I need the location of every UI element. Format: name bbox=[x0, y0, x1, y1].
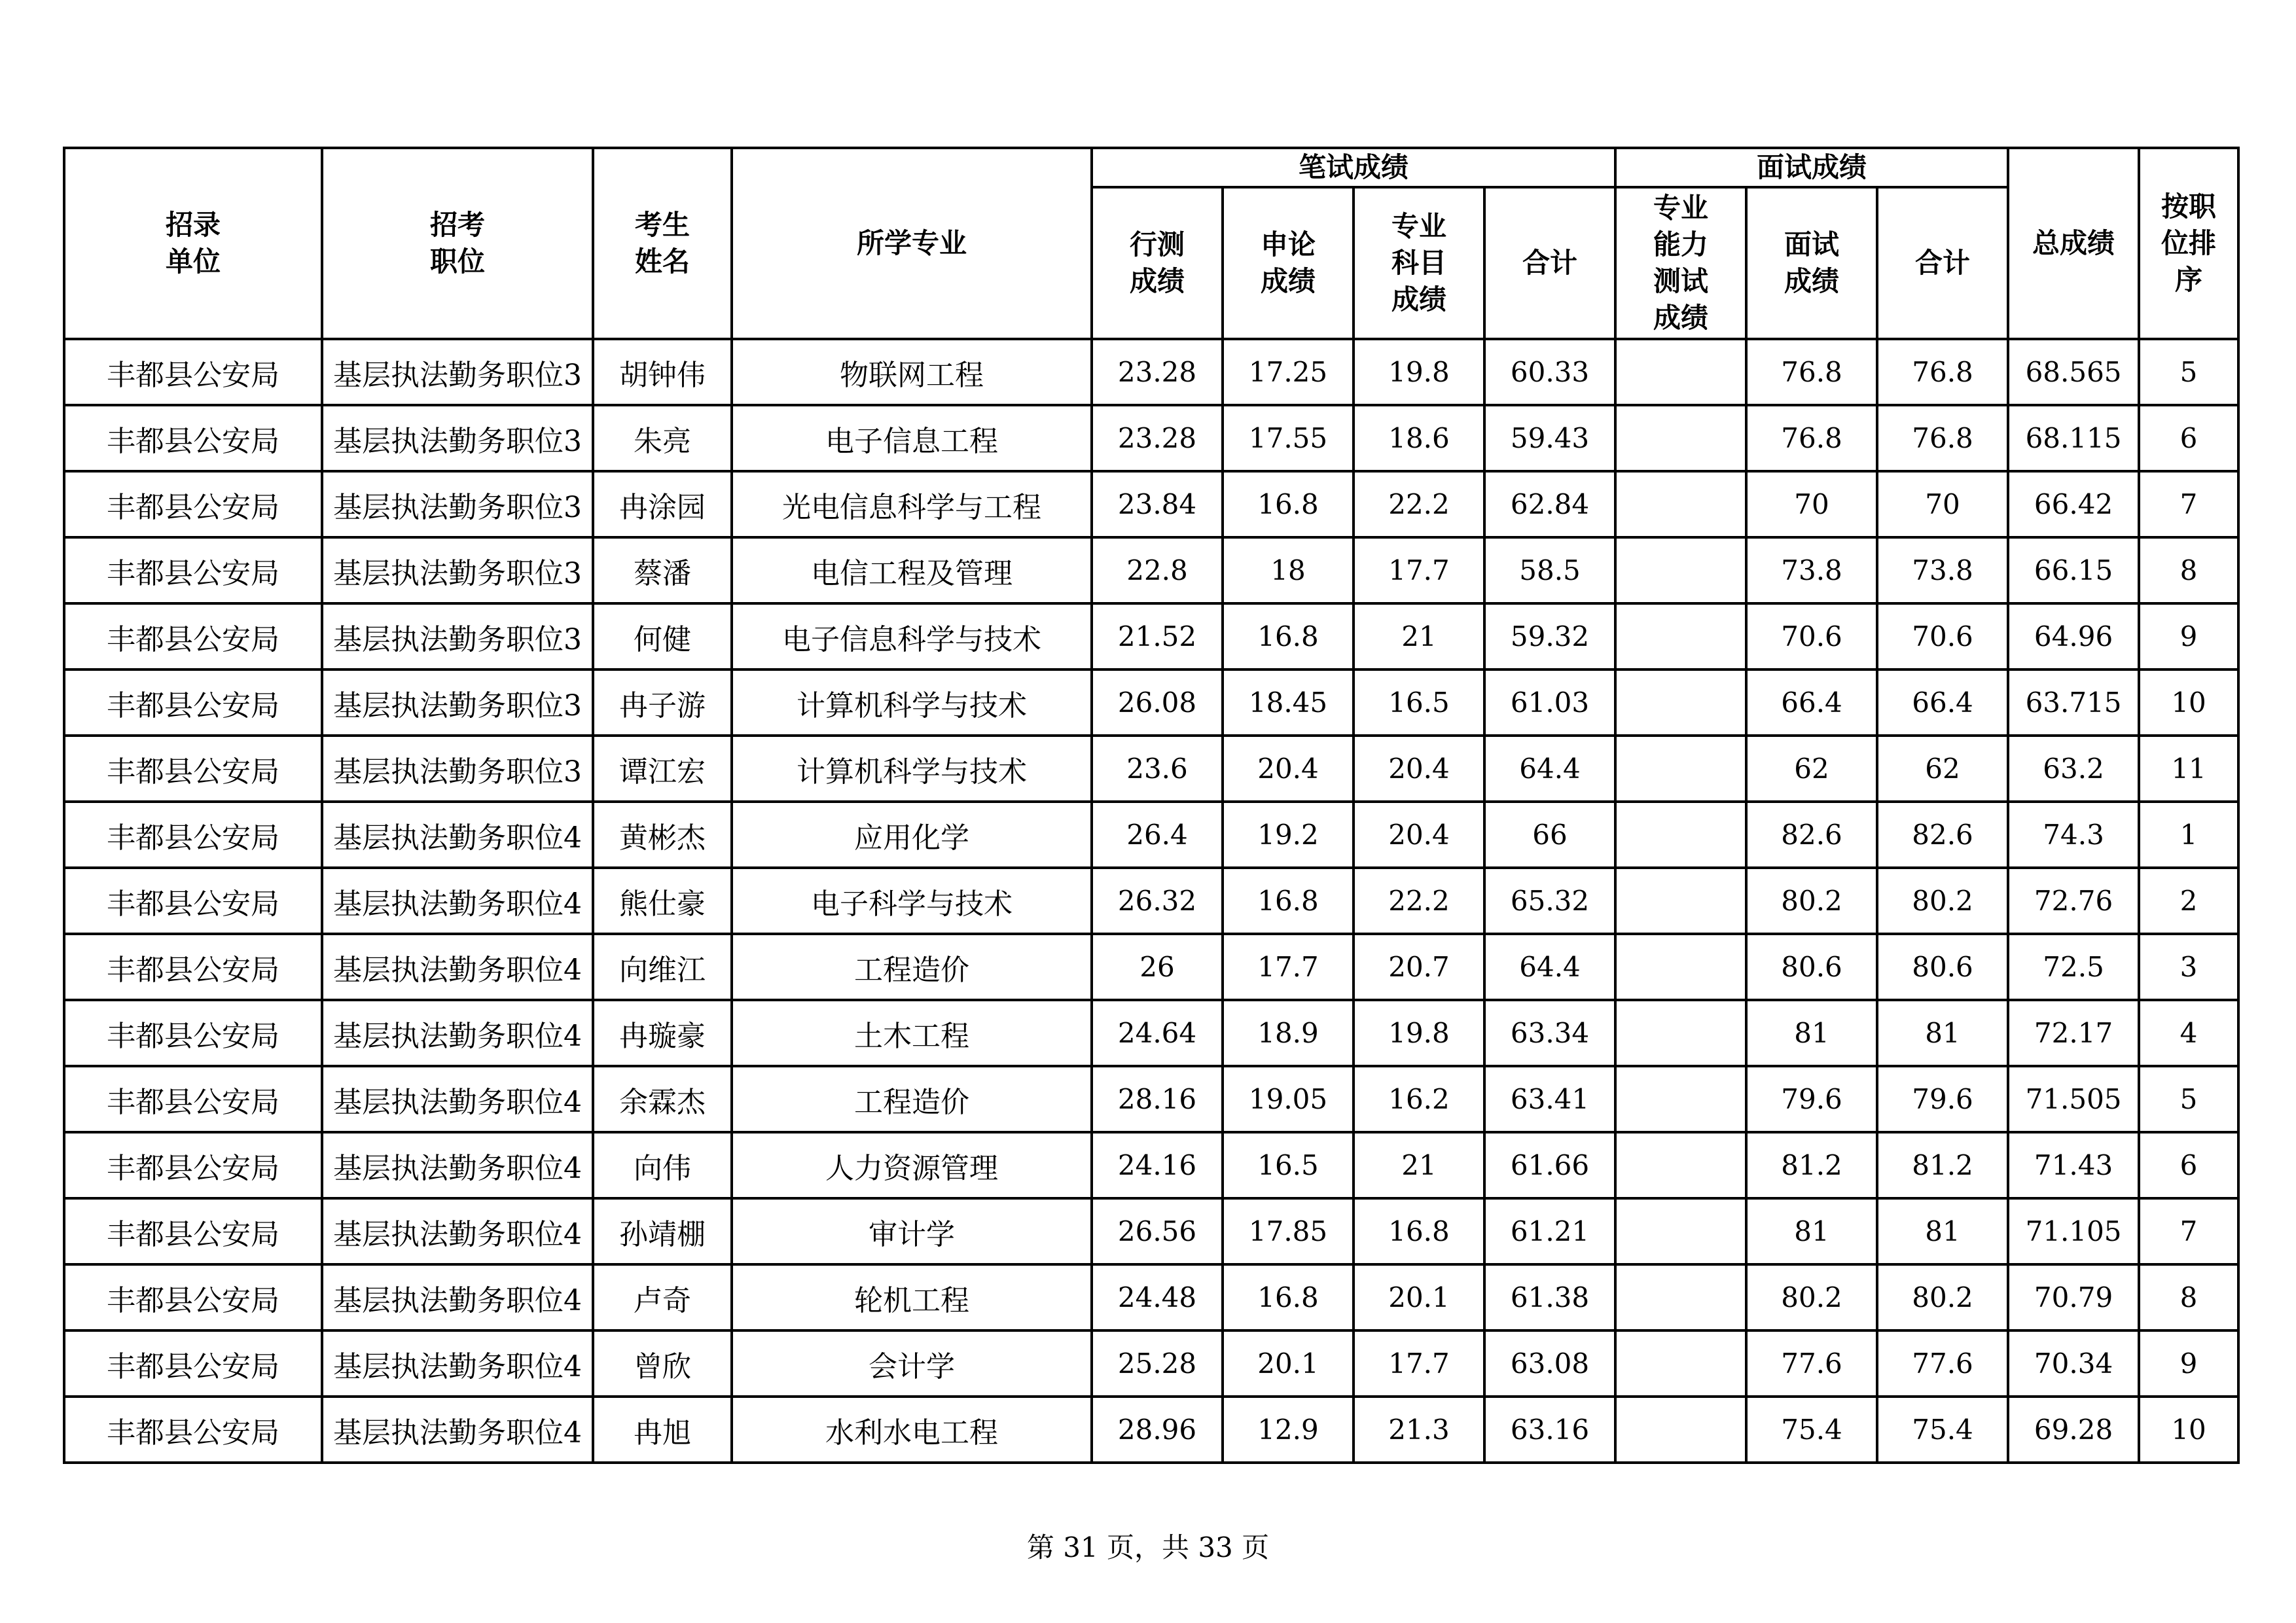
cell-total: 72.76 bbox=[2008, 868, 2139, 934]
cell-written-total: 64.4 bbox=[1484, 736, 1615, 802]
cell-unit: 丰都县公安局 bbox=[64, 471, 322, 537]
cell-unit: 丰都县公安局 bbox=[64, 537, 322, 603]
cell-position: 基层执法勤务职位3 bbox=[322, 471, 593, 537]
cell-major: 工程造价 bbox=[732, 934, 1092, 1000]
cell-rank: 9 bbox=[2139, 603, 2238, 669]
cell-interview: 76.8 bbox=[1746, 405, 1877, 471]
cell-xingce: 22.8 bbox=[1092, 537, 1223, 603]
header-written-total: 合计 bbox=[1484, 187, 1615, 339]
cell-ability bbox=[1615, 1264, 1746, 1330]
cell-zhuanye: 22.2 bbox=[1354, 868, 1484, 934]
table-row bbox=[64, 802, 2238, 868]
cell-total: 71.43 bbox=[2008, 1132, 2139, 1198]
cell-interview: 80.2 bbox=[1746, 868, 1877, 934]
cell-interview-total: 66.4 bbox=[1877, 669, 2008, 736]
cell-total: 63.715 bbox=[2008, 669, 2139, 736]
cell-zhuanye: 16.2 bbox=[1354, 1066, 1484, 1132]
cell-rank: 5 bbox=[2139, 339, 2238, 405]
cell-interview-total: 79.6 bbox=[1877, 1066, 2008, 1132]
cell-interview: 75.4 bbox=[1746, 1397, 1877, 1463]
cell-xingce: 26.4 bbox=[1092, 802, 1223, 868]
cell-shenlun: 19.05 bbox=[1223, 1066, 1354, 1132]
header-xingce: 行测 成绩 bbox=[1092, 187, 1223, 339]
cell-major: 工程造价 bbox=[732, 1066, 1092, 1132]
cell-position: 基层执法勤务职位4 bbox=[322, 1132, 593, 1198]
cell-name: 冉子游 bbox=[593, 669, 732, 736]
cell-shenlun: 16.8 bbox=[1223, 603, 1354, 669]
header-position: 招考 职位 bbox=[322, 148, 593, 339]
cell-interview-total: 70 bbox=[1877, 471, 2008, 537]
table-row bbox=[64, 339, 2238, 405]
cell-unit: 丰都县公安局 bbox=[64, 1330, 322, 1397]
cell-interview: 62 bbox=[1746, 736, 1877, 802]
cell-ability bbox=[1615, 868, 1746, 934]
cell-total: 70.79 bbox=[2008, 1264, 2139, 1330]
table-row bbox=[64, 669, 2238, 736]
cell-unit: 丰都县公安局 bbox=[64, 1264, 322, 1330]
cell-total: 68.565 bbox=[2008, 339, 2139, 405]
cell-written-total: 59.43 bbox=[1484, 405, 1615, 471]
header-rank: 按职 位排 序 bbox=[2139, 148, 2238, 339]
cell-total: 69.28 bbox=[2008, 1397, 2139, 1463]
cell-zhuanye: 19.8 bbox=[1354, 339, 1484, 405]
cell-major: 水利水电工程 bbox=[732, 1397, 1092, 1463]
table-body bbox=[64, 339, 2238, 1463]
table-row bbox=[64, 736, 2238, 802]
cell-xingce: 23.28 bbox=[1092, 405, 1223, 471]
cell-interview: 80.6 bbox=[1746, 934, 1877, 1000]
header-interview-group: 面试成绩 bbox=[1615, 148, 2008, 187]
cell-unit: 丰都县公安局 bbox=[64, 1198, 322, 1264]
cell-name: 向伟 bbox=[593, 1132, 732, 1198]
cell-interview-total: 81 bbox=[1877, 1000, 2008, 1066]
cell-unit: 丰都县公安局 bbox=[64, 339, 322, 405]
cell-written-total: 61.66 bbox=[1484, 1132, 1615, 1198]
cell-ability bbox=[1615, 603, 1746, 669]
cell-total: 70.34 bbox=[2008, 1330, 2139, 1397]
cell-written-total: 59.32 bbox=[1484, 603, 1615, 669]
cell-ability bbox=[1615, 1330, 1746, 1397]
cell-major: 计算机科学与技术 bbox=[732, 669, 1092, 736]
cell-xingce: 24.16 bbox=[1092, 1132, 1223, 1198]
cell-shenlun: 17.55 bbox=[1223, 405, 1354, 471]
header-shenlun: 申论 成绩 bbox=[1223, 187, 1354, 339]
table-row bbox=[64, 1330, 2238, 1397]
cell-position: 基层执法勤务职位4 bbox=[322, 1397, 593, 1463]
cell-zhuanye: 16.5 bbox=[1354, 669, 1484, 736]
cell-unit: 丰都县公安局 bbox=[64, 1132, 322, 1198]
cell-xingce: 28.96 bbox=[1092, 1397, 1223, 1463]
table-row bbox=[64, 1000, 2238, 1066]
cell-major: 光电信息科学与工程 bbox=[732, 471, 1092, 537]
cell-ability bbox=[1615, 802, 1746, 868]
cell-shenlun: 18 bbox=[1223, 537, 1354, 603]
cell-rank: 3 bbox=[2139, 934, 2238, 1000]
cell-xingce: 28.16 bbox=[1092, 1066, 1223, 1132]
cell-zhuanye: 21 bbox=[1354, 603, 1484, 669]
cell-unit: 丰都县公安局 bbox=[64, 1000, 322, 1066]
cell-name: 向维江 bbox=[593, 934, 732, 1000]
cell-ability bbox=[1615, 1198, 1746, 1264]
cell-position: 基层执法勤务职位4 bbox=[322, 802, 593, 868]
cell-major: 应用化学 bbox=[732, 802, 1092, 868]
cell-shenlun: 20.4 bbox=[1223, 736, 1354, 802]
cell-major: 审计学 bbox=[732, 1198, 1092, 1264]
cell-interview-total: 81.2 bbox=[1877, 1132, 2008, 1198]
cell-total: 72.17 bbox=[2008, 1000, 2139, 1066]
header-unit: 招录 单位 bbox=[64, 148, 322, 339]
cell-shenlun: 18.45 bbox=[1223, 669, 1354, 736]
cell-unit: 丰都县公安局 bbox=[64, 736, 322, 802]
cell-rank: 9 bbox=[2139, 1330, 2238, 1397]
cell-unit: 丰都县公安局 bbox=[64, 1066, 322, 1132]
cell-position: 基层执法勤务职位3 bbox=[322, 736, 593, 802]
cell-written-total: 65.32 bbox=[1484, 868, 1615, 934]
cell-name: 余霖杰 bbox=[593, 1066, 732, 1132]
table-row bbox=[64, 868, 2238, 934]
cell-rank: 5 bbox=[2139, 1066, 2238, 1132]
cell-position: 基层执法勤务职位4 bbox=[322, 1198, 593, 1264]
cell-shenlun: 17.85 bbox=[1223, 1198, 1354, 1264]
cell-xingce: 26.56 bbox=[1092, 1198, 1223, 1264]
cell-ability bbox=[1615, 1132, 1746, 1198]
cell-written-total: 61.03 bbox=[1484, 669, 1615, 736]
cell-zhuanye: 21 bbox=[1354, 1132, 1484, 1198]
cell-interview-total: 70.6 bbox=[1877, 603, 2008, 669]
cell-unit: 丰都县公安局 bbox=[64, 1397, 322, 1463]
cell-ability bbox=[1615, 1397, 1746, 1463]
cell-name: 熊仕豪 bbox=[593, 868, 732, 934]
cell-xingce: 23.28 bbox=[1092, 339, 1223, 405]
cell-interview: 66.4 bbox=[1746, 669, 1877, 736]
cell-zhuanye: 22.2 bbox=[1354, 471, 1484, 537]
cell-position: 基层执法勤务职位4 bbox=[322, 1000, 593, 1066]
cell-written-total: 63.34 bbox=[1484, 1000, 1615, 1066]
cell-shenlun: 17.7 bbox=[1223, 934, 1354, 1000]
cell-interview-total: 76.8 bbox=[1877, 339, 2008, 405]
cell-zhuanye: 20.7 bbox=[1354, 934, 1484, 1000]
cell-major: 会计学 bbox=[732, 1330, 1092, 1397]
cell-unit: 丰都县公安局 bbox=[64, 669, 322, 736]
header-name: 考生 姓名 bbox=[593, 148, 732, 339]
cell-xingce: 21.52 bbox=[1092, 603, 1223, 669]
cell-interview-total: 80.2 bbox=[1877, 1264, 2008, 1330]
cell-xingce: 26.08 bbox=[1092, 669, 1223, 736]
cell-position: 基层执法勤务职位4 bbox=[322, 1330, 593, 1397]
header-ability: 专业 能力 测试 成绩 bbox=[1615, 187, 1746, 339]
cell-name: 曾欣 bbox=[593, 1330, 732, 1397]
cell-shenlun: 16.8 bbox=[1223, 1264, 1354, 1330]
cell-interview-total: 62 bbox=[1877, 736, 2008, 802]
table-row bbox=[64, 471, 2238, 537]
cell-major: 物联网工程 bbox=[732, 339, 1092, 405]
cell-interview: 81.2 bbox=[1746, 1132, 1877, 1198]
cell-interview-total: 82.6 bbox=[1877, 802, 2008, 868]
cell-zhuanye: 18.6 bbox=[1354, 405, 1484, 471]
cell-name: 何健 bbox=[593, 603, 732, 669]
cell-ability bbox=[1615, 736, 1746, 802]
header-interview-total: 合计 bbox=[1877, 187, 2008, 339]
cell-shenlun: 16.8 bbox=[1223, 868, 1354, 934]
cell-interview: 70.6 bbox=[1746, 603, 1877, 669]
cell-ability bbox=[1615, 669, 1746, 736]
cell-interview-total: 80.2 bbox=[1877, 868, 2008, 934]
cell-zhuanye: 19.8 bbox=[1354, 1000, 1484, 1066]
cell-position: 基层执法勤务职位4 bbox=[322, 934, 593, 1000]
cell-interview: 79.6 bbox=[1746, 1066, 1877, 1132]
cell-name: 朱亮 bbox=[593, 405, 732, 471]
header-total: 总成绩 bbox=[2008, 148, 2139, 339]
cell-name: 卢奇 bbox=[593, 1264, 732, 1330]
table-row bbox=[64, 1066, 2238, 1132]
cell-interview-total: 73.8 bbox=[1877, 537, 2008, 603]
cell-interview: 76.8 bbox=[1746, 339, 1877, 405]
cell-xingce: 25.28 bbox=[1092, 1330, 1223, 1397]
cell-interview-total: 76.8 bbox=[1877, 405, 2008, 471]
cell-total: 72.5 bbox=[2008, 934, 2139, 1000]
cell-written-total: 61.38 bbox=[1484, 1264, 1615, 1330]
header-interview-score: 面试 成绩 bbox=[1746, 187, 1877, 339]
cell-name: 孙靖棚 bbox=[593, 1198, 732, 1264]
cell-rank: 8 bbox=[2139, 1264, 2238, 1330]
cell-interview: 82.6 bbox=[1746, 802, 1877, 868]
cell-interview: 73.8 bbox=[1746, 537, 1877, 603]
cell-position: 基层执法勤务职位3 bbox=[322, 669, 593, 736]
cell-rank: 8 bbox=[2139, 537, 2238, 603]
cell-position: 基层执法勤务职位4 bbox=[322, 868, 593, 934]
header-zhuanye: 专业 科目 成绩 bbox=[1354, 187, 1484, 339]
cell-written-total: 58.5 bbox=[1484, 537, 1615, 603]
cell-name: 黄彬杰 bbox=[593, 802, 732, 868]
page-number: 第 31 页，共 33 页 bbox=[1026, 1531, 1270, 1563]
cell-rank: 1 bbox=[2139, 802, 2238, 868]
cell-zhuanye: 17.7 bbox=[1354, 537, 1484, 603]
cell-total: 74.3 bbox=[2008, 802, 2139, 868]
cell-ability bbox=[1615, 339, 1746, 405]
cell-shenlun: 17.25 bbox=[1223, 339, 1354, 405]
cell-interview-total: 77.6 bbox=[1877, 1330, 2008, 1397]
cell-position: 基层执法勤务职位4 bbox=[322, 1264, 593, 1330]
cell-total: 68.115 bbox=[2008, 405, 2139, 471]
cell-major: 土木工程 bbox=[732, 1000, 1092, 1066]
cell-total: 66.15 bbox=[2008, 537, 2139, 603]
table-row bbox=[64, 934, 2238, 1000]
cell-major: 电子信息工程 bbox=[732, 405, 1092, 471]
cell-major: 人力资源管理 bbox=[732, 1132, 1092, 1198]
cell-major: 电子科学与技术 bbox=[732, 868, 1092, 934]
cell-shenlun: 18.9 bbox=[1223, 1000, 1354, 1066]
cell-name: 胡钟伟 bbox=[593, 339, 732, 405]
cell-shenlun: 19.2 bbox=[1223, 802, 1354, 868]
cell-rank: 7 bbox=[2139, 1198, 2238, 1264]
cell-shenlun: 16.8 bbox=[1223, 471, 1354, 537]
cell-name: 冉旭 bbox=[593, 1397, 732, 1463]
cell-rank: 11 bbox=[2139, 736, 2238, 802]
cell-ability bbox=[1615, 471, 1746, 537]
cell-major: 电子信息科学与技术 bbox=[732, 603, 1092, 669]
cell-xingce: 26 bbox=[1092, 934, 1223, 1000]
cell-position: 基层执法勤务职位3 bbox=[322, 603, 593, 669]
cell-name: 谭江宏 bbox=[593, 736, 732, 802]
header-written-group: 笔试成绩 bbox=[1092, 148, 1615, 187]
cell-interview-total: 75.4 bbox=[1877, 1397, 2008, 1463]
cell-zhuanye: 17.7 bbox=[1354, 1330, 1484, 1397]
table-row bbox=[64, 1132, 2238, 1198]
cell-rank: 4 bbox=[2139, 1000, 2238, 1066]
cell-total: 63.2 bbox=[2008, 736, 2139, 802]
cell-unit: 丰都县公安局 bbox=[64, 934, 322, 1000]
table-row bbox=[64, 1198, 2238, 1264]
cell-zhuanye: 20.4 bbox=[1354, 736, 1484, 802]
cell-written-total: 64.4 bbox=[1484, 934, 1615, 1000]
cell-rank: 2 bbox=[2139, 868, 2238, 934]
cell-written-total: 60.33 bbox=[1484, 339, 1615, 405]
cell-major: 计算机科学与技术 bbox=[732, 736, 1092, 802]
cell-written-total: 63.41 bbox=[1484, 1066, 1615, 1132]
cell-total: 64.96 bbox=[2008, 603, 2139, 669]
cell-total: 71.105 bbox=[2008, 1198, 2139, 1264]
cell-ability bbox=[1615, 1000, 1746, 1066]
cell-position: 基层执法勤务职位4 bbox=[322, 1066, 593, 1132]
cell-major: 轮机工程 bbox=[732, 1264, 1092, 1330]
cell-unit: 丰都县公安局 bbox=[64, 802, 322, 868]
cell-interview: 77.6 bbox=[1746, 1330, 1877, 1397]
cell-total: 66.42 bbox=[2008, 471, 2139, 537]
cell-written-total: 61.21 bbox=[1484, 1198, 1615, 1264]
cell-total: 71.505 bbox=[2008, 1066, 2139, 1132]
cell-zhuanye: 20.1 bbox=[1354, 1264, 1484, 1330]
cell-name: 冉涂园 bbox=[593, 471, 732, 537]
cell-xingce: 23.6 bbox=[1092, 736, 1223, 802]
cell-position: 基层执法勤务职位3 bbox=[322, 339, 593, 405]
cell-unit: 丰都县公安局 bbox=[64, 603, 322, 669]
cell-zhuanye: 16.8 bbox=[1354, 1198, 1484, 1264]
cell-rank: 10 bbox=[2139, 669, 2238, 736]
cell-ability bbox=[1615, 934, 1746, 1000]
cell-major: 电信工程及管理 bbox=[732, 537, 1092, 603]
cell-rank: 7 bbox=[2139, 471, 2238, 537]
cell-written-total: 63.16 bbox=[1484, 1397, 1615, 1463]
cell-interview: 70 bbox=[1746, 471, 1877, 537]
cell-interview: 81 bbox=[1746, 1198, 1877, 1264]
table-row bbox=[64, 537, 2238, 603]
cell-unit: 丰都县公安局 bbox=[64, 405, 322, 471]
score-sheet bbox=[63, 147, 2240, 1464]
table-row bbox=[64, 603, 2238, 669]
cell-xingce: 26.32 bbox=[1092, 868, 1223, 934]
cell-rank: 6 bbox=[2139, 405, 2238, 471]
cell-ability bbox=[1615, 537, 1746, 603]
cell-interview-total: 80.6 bbox=[1877, 934, 2008, 1000]
cell-written-total: 62.84 bbox=[1484, 471, 1615, 537]
cell-xingce: 23.84 bbox=[1092, 471, 1223, 537]
cell-name: 蔡潘 bbox=[593, 537, 732, 603]
cell-shenlun: 12.9 bbox=[1223, 1397, 1354, 1463]
table-row bbox=[64, 405, 2238, 471]
cell-written-total: 63.08 bbox=[1484, 1330, 1615, 1397]
cell-ability bbox=[1615, 1066, 1746, 1132]
cell-position: 基层执法勤务职位3 bbox=[322, 537, 593, 603]
score-table bbox=[63, 147, 2240, 1464]
cell-interview: 81 bbox=[1746, 1000, 1877, 1066]
cell-zhuanye: 20.4 bbox=[1354, 802, 1484, 868]
cell-interview-total: 81 bbox=[1877, 1198, 2008, 1264]
cell-shenlun: 20.1 bbox=[1223, 1330, 1354, 1397]
header-major: 所学专业 bbox=[732, 148, 1092, 339]
cell-shenlun: 16.5 bbox=[1223, 1132, 1354, 1198]
cell-rank: 6 bbox=[2139, 1132, 2238, 1198]
cell-name: 冉璇豪 bbox=[593, 1000, 732, 1066]
cell-position: 基层执法勤务职位3 bbox=[322, 405, 593, 471]
cell-rank: 10 bbox=[2139, 1397, 2238, 1463]
cell-interview: 80.2 bbox=[1746, 1264, 1877, 1330]
cell-zhuanye: 21.3 bbox=[1354, 1397, 1484, 1463]
cell-xingce: 24.48 bbox=[1092, 1264, 1223, 1330]
table-row bbox=[64, 1397, 2238, 1463]
cell-unit: 丰都县公安局 bbox=[64, 868, 322, 934]
table-row bbox=[64, 1264, 2238, 1330]
cell-xingce: 24.64 bbox=[1092, 1000, 1223, 1066]
cell-written-total: 66 bbox=[1484, 802, 1615, 868]
cell-ability bbox=[1615, 405, 1746, 471]
